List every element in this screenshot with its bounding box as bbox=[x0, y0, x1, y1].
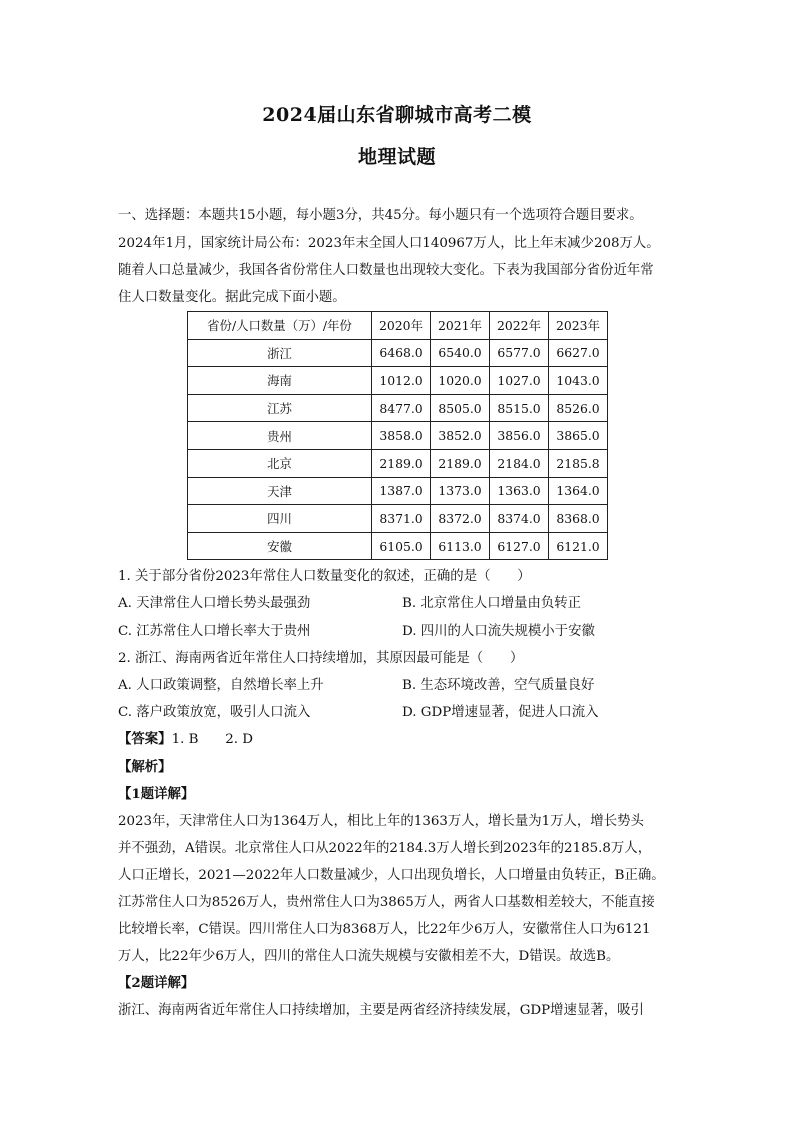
question-2-option-d: D. GDP增速显著，促进人口流入 bbox=[402, 705, 599, 720]
value-cell: 1373.0 bbox=[431, 477, 490, 505]
table-row bbox=[188, 422, 608, 450]
province-cell: 江苏 bbox=[188, 394, 372, 422]
table-row bbox=[188, 477, 608, 505]
value-cell: 3856.0 bbox=[490, 422, 549, 450]
value-cell: 6540.0 bbox=[431, 339, 490, 367]
table-header-row bbox=[188, 312, 608, 340]
question-1-stem: 1. 关于部分省份2023年常住人口数量变化的叙述，正确的是（ ） bbox=[118, 569, 531, 584]
section-instructions: 一、选择题：本题共15小题，每小题3分，共45分。每小题只有一个选项符合题目要求。 bbox=[118, 208, 643, 223]
value-cell: 2185.8 bbox=[549, 449, 608, 477]
value-cell: 8526.0 bbox=[549, 394, 608, 422]
answer-label: 【答案】 bbox=[118, 731, 172, 747]
question-1-option-c: C. 江苏常住人口增长率大于贵州 bbox=[118, 624, 311, 639]
question-2-option-c: C. 落户政策放宽，吸引人口流入 bbox=[118, 705, 311, 720]
value-cell: 6627.0 bbox=[549, 339, 608, 367]
table-row bbox=[188, 532, 608, 560]
province-cell: 四川 bbox=[188, 505, 372, 533]
table-row bbox=[188, 394, 608, 422]
analysis-line: 万人，比22年少6万人，四川的常住人口流失规模与安徽相差不大，D错误。故选B。 bbox=[118, 949, 620, 964]
table-header-cell: 2021年 bbox=[431, 312, 490, 340]
material-line: 住人口数量变化。据此完成下面小题。 bbox=[118, 290, 346, 305]
table-row bbox=[188, 367, 608, 395]
analysis-line: 并不强劲，A错误。北京常住人口从2022年的2184.3万人增长到2023年的2185.8万人， bbox=[118, 841, 652, 856]
province-cell: 安徽 bbox=[188, 532, 372, 560]
value-cell: 1020.0 bbox=[431, 367, 490, 395]
province-cell: 浙江 bbox=[188, 339, 372, 367]
value-cell: 6127.0 bbox=[490, 532, 549, 560]
value-cell: 8505.0 bbox=[431, 394, 490, 422]
value-cell: 3865.0 bbox=[549, 422, 608, 450]
province-cell: 贵州 bbox=[188, 422, 372, 450]
value-cell: 1012.0 bbox=[372, 367, 431, 395]
question-1-option-b: B. 北京常住人口增量由负转正 bbox=[402, 596, 582, 611]
value-cell: 6577.0 bbox=[490, 339, 549, 367]
value-cell: 1043.0 bbox=[549, 367, 608, 395]
question-2-option-b: B. 生态环境改善，空气质量良好 bbox=[402, 678, 595, 693]
analysis-line: 浙江、海南两省近年常住人口持续增加，主要是两省经济持续发展，GDP增速显著，吸引 bbox=[118, 1003, 644, 1018]
value-cell: 2184.0 bbox=[490, 449, 549, 477]
value-cell: 6121.0 bbox=[549, 532, 608, 560]
answer-text: 1. B 2. D bbox=[171, 732, 253, 747]
table-header-cell: 省份/人口数量（万）/年份 bbox=[188, 312, 372, 340]
table-header-cell: 2022年 bbox=[490, 312, 549, 340]
value-cell: 6113.0 bbox=[431, 532, 490, 560]
question-1-option-d: D. 四川的人口流失规模小于安徽 bbox=[402, 624, 595, 639]
page-subtitle: 地理试题 bbox=[357, 146, 436, 168]
population-table bbox=[187, 311, 608, 560]
analysis-sub-1: 【1题详解】 bbox=[118, 786, 195, 802]
analysis-line: 比较增长率，C错误。四川常住人口为8368万人，比22年少6万人，安徽常住人口为6121 bbox=[118, 922, 651, 937]
value-cell: 3852.0 bbox=[431, 422, 490, 450]
value-cell: 2189.0 bbox=[431, 449, 490, 477]
value-cell: 1027.0 bbox=[490, 367, 549, 395]
value-cell: 2189.0 bbox=[372, 449, 431, 477]
table-row bbox=[188, 449, 608, 477]
analysis-sub-2: 【2题详解】 bbox=[118, 975, 195, 991]
value-cell: 1387.0 bbox=[372, 477, 431, 505]
province-cell: 天津 bbox=[188, 477, 372, 505]
question-1-option-a: A. 天津常住人口增长势头最强劲 bbox=[118, 596, 311, 611]
table-header-cell: 2023年 bbox=[549, 312, 608, 340]
province-cell: 北京 bbox=[188, 449, 372, 477]
answer-line bbox=[118, 728, 688, 747]
table-header-cell: 2020年 bbox=[372, 312, 431, 340]
analysis-label: 【解析】 bbox=[118, 759, 172, 775]
question-2-stem: 2. 浙江、海南两省近年常住人口持续增加，其原因最可能是（ ） bbox=[118, 651, 524, 666]
value-cell: 1364.0 bbox=[549, 477, 608, 505]
value-cell: 6105.0 bbox=[372, 532, 431, 560]
material-line: 随着人口总量减少，我国各省份常住人口数量也出现较大变化。下表为我国部分省份近年常 bbox=[118, 263, 654, 278]
analysis-line: 人口正增长，2021—2022年人口数量减少，人口出现负增长，人口增量由负转正，B正确。 bbox=[118, 868, 665, 883]
material-line: 2024年1月，国家统计局公布：2023年末全国人口140967万人，比上年末减少208万人。 bbox=[118, 236, 660, 251]
value-cell: 8372.0 bbox=[431, 505, 490, 533]
analysis-line: 2023年，天津常住人口为1364万人，相比上年的1363万人，增长量为1万人，增长势头 bbox=[118, 814, 644, 829]
value-cell: 8368.0 bbox=[549, 505, 608, 533]
analysis-line: 江苏常住人口为8526万人，贵州常住人口为3865万人，两省人口基数相差较大，不能直接 bbox=[118, 895, 655, 910]
value-cell: 3858.0 bbox=[372, 422, 431, 450]
province-cell: 海南 bbox=[188, 367, 372, 395]
table-row bbox=[188, 339, 608, 367]
value-cell: 1363.0 bbox=[490, 477, 549, 505]
value-cell: 6468.0 bbox=[372, 339, 431, 367]
value-cell: 8374.0 bbox=[490, 505, 549, 533]
value-cell: 8371.0 bbox=[372, 505, 431, 533]
page-title: 2024届山东省聊城市高考二模 bbox=[262, 104, 532, 126]
table-row bbox=[188, 505, 608, 533]
value-cell: 8477.0 bbox=[372, 394, 431, 422]
question-2-option-a: A. 人口政策调整，自然增长率上升 bbox=[118, 678, 324, 693]
value-cell: 8515.0 bbox=[490, 394, 549, 422]
